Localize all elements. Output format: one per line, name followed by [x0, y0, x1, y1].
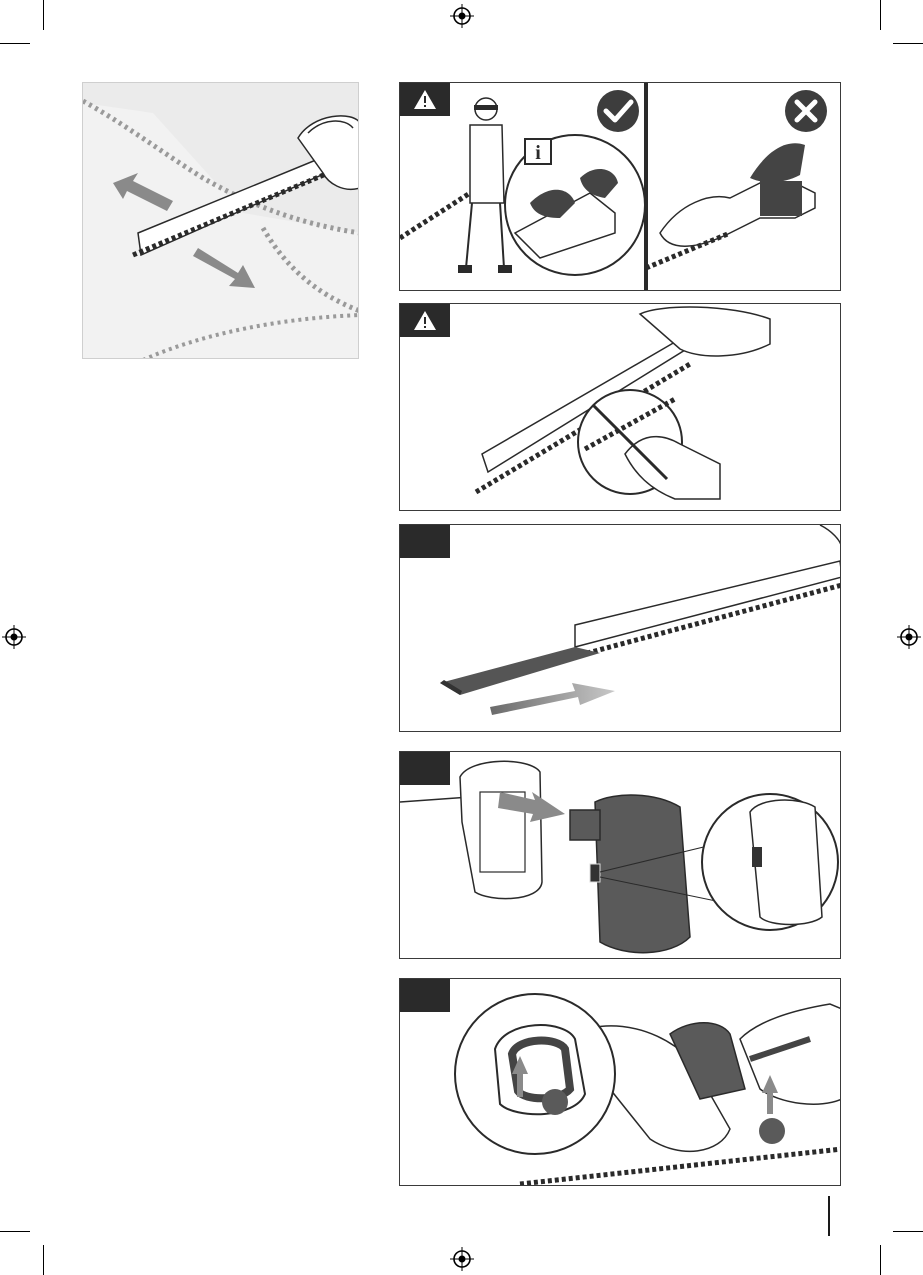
- hedge-trimming-panel: [82, 82, 359, 359]
- operator-figure: [400, 98, 512, 273]
- page-number-rule: [828, 1196, 830, 1236]
- info-icon: i: [535, 142, 541, 164]
- crop-mark: [0, 1231, 30, 1232]
- crop-mark: [0, 43, 30, 44]
- battery-insert-panel: [399, 751, 841, 959]
- blade-warning-panel: [399, 303, 841, 511]
- registration-mark-icon: [450, 1247, 474, 1271]
- crop-mark: [43, 1245, 44, 1275]
- crop-mark: [893, 1231, 923, 1232]
- blade-cover-panel: [399, 524, 841, 732]
- crop-mark: [880, 1245, 881, 1275]
- crop-mark: [43, 0, 44, 30]
- crop-mark: [893, 43, 923, 44]
- no-touch-blade-icon: [578, 390, 720, 499]
- safety-grip-panel: [399, 82, 841, 291]
- crop-mark: [880, 0, 881, 30]
- cross-badge-icon: [785, 90, 827, 132]
- page-number: [790, 1196, 824, 1236]
- hedge-trimmer-cutting-illustration: [83, 83, 359, 359]
- handle-switch-panel: [399, 978, 841, 1186]
- registration-mark-icon: [897, 625, 921, 649]
- check-badge-icon: [597, 90, 639, 132]
- registration-mark-icon: [2, 625, 26, 649]
- registration-mark-icon: [450, 4, 474, 28]
